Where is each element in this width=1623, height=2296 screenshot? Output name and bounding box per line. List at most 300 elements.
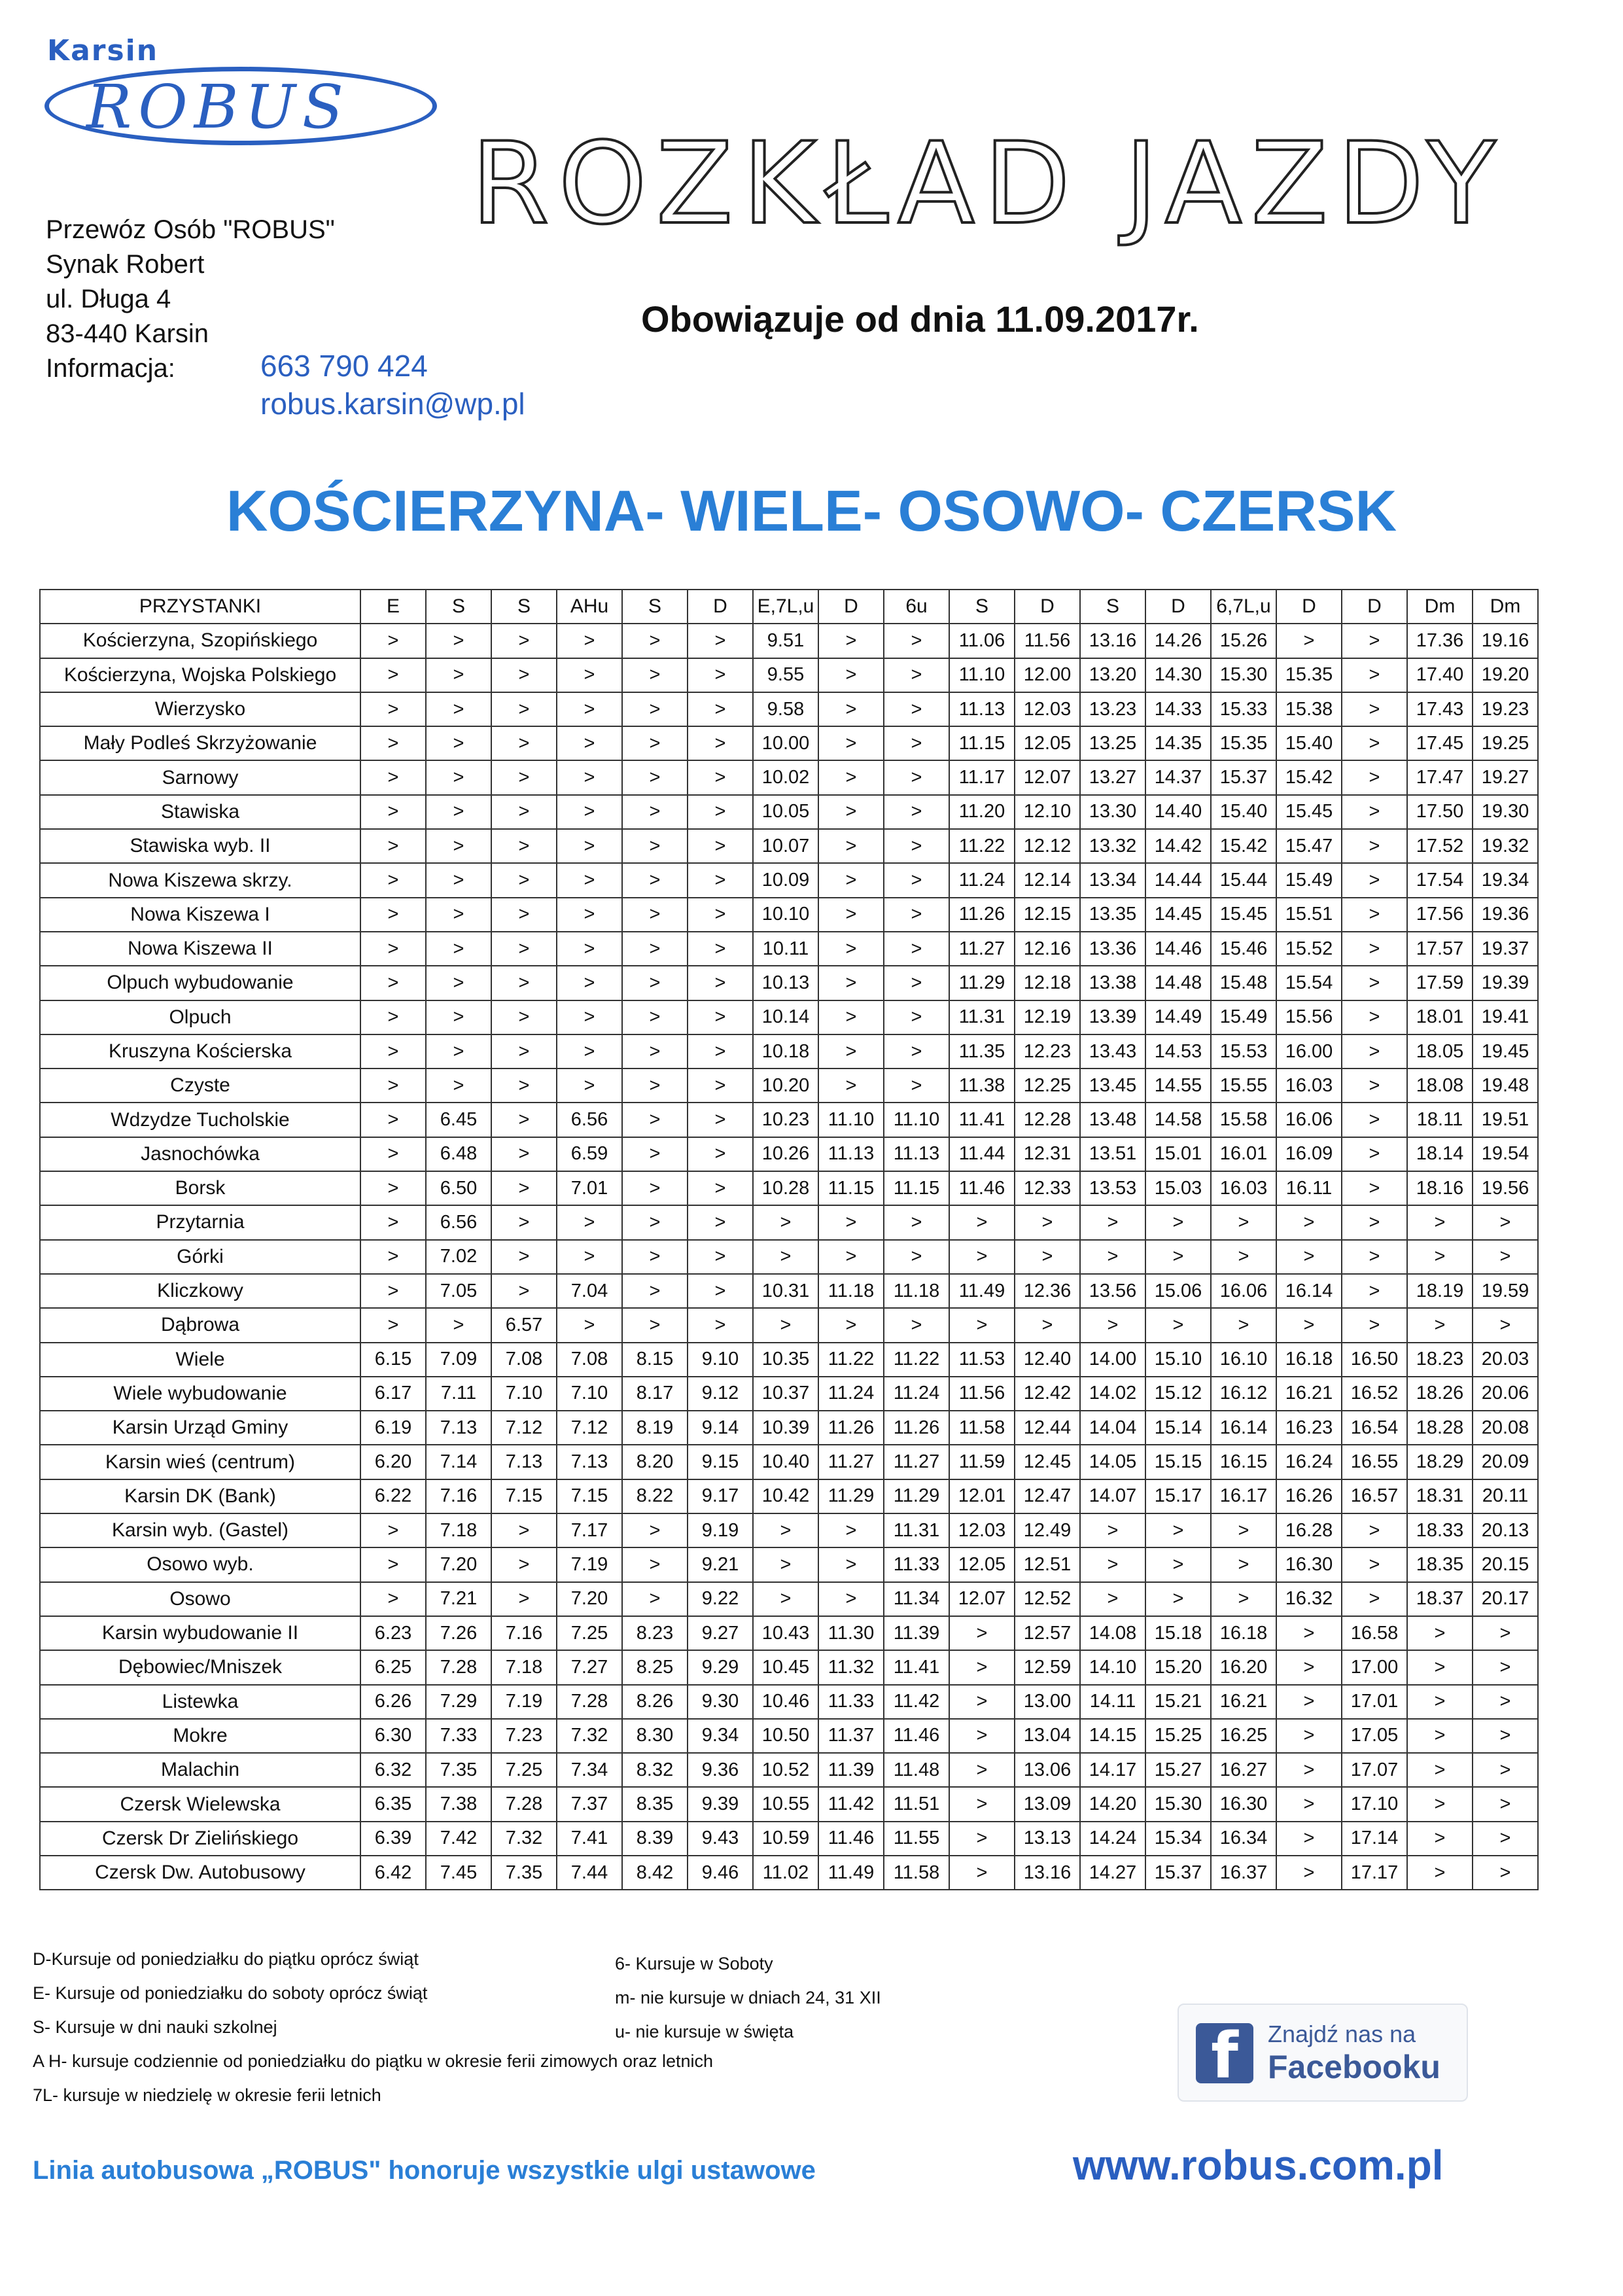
departure-time: 7.12 — [491, 1411, 557, 1445]
departure-time: > — [818, 829, 884, 863]
departure-time: 15.33 — [1211, 692, 1276, 726]
stop-name: Kościerzyna, Wojska Polskiego — [40, 658, 360, 692]
departure-time: > — [1145, 1547, 1211, 1581]
departure-time: 9.19 — [688, 1513, 753, 1547]
departure-time: 7.35 — [491, 1856, 557, 1890]
departure-time: 14.20 — [1080, 1787, 1145, 1821]
departure-time: 10.59 — [753, 1822, 818, 1856]
departure-time: 17.00 — [1342, 1650, 1407, 1684]
departure-time: > — [949, 1787, 1015, 1821]
company-line: Przewóz Osób "ROBUS" — [46, 215, 335, 244]
departure-time: 11.49 — [818, 1856, 884, 1890]
departure-time: 13.27 — [1080, 760, 1145, 794]
table-row — [40, 829, 1538, 863]
departure-time: 7.25 — [557, 1616, 622, 1650]
departure-time: 7.10 — [491, 1377, 557, 1411]
departure-time: > — [1407, 1240, 1473, 1274]
departure-time: 19.54 — [1473, 1137, 1538, 1171]
departure-time: 7.38 — [426, 1787, 491, 1821]
table-row — [40, 1377, 1538, 1411]
departure-time: > — [818, 1205, 884, 1239]
departure-time: 10.31 — [753, 1274, 818, 1308]
legend-item: A H- kursuje codziennie od poniedziałku do piątku w okresie ferii zimowych oraz letnich — [33, 2051, 714, 2071]
departure-time: 7.42 — [426, 1822, 491, 1856]
departure-time: > — [622, 795, 688, 829]
departure-time: 18.35 — [1407, 1547, 1473, 1581]
departure-time: > — [360, 1034, 426, 1069]
departure-time: 7.21 — [426, 1582, 491, 1616]
departure-time: 16.17 — [1211, 1479, 1276, 1513]
table-row — [40, 692, 1538, 726]
departure-time: 8.15 — [622, 1343, 688, 1377]
departure-time: > — [557, 863, 622, 897]
departure-time: > — [818, 932, 884, 966]
departure-time: > — [360, 1171, 426, 1205]
departure-time: > — [1342, 1103, 1407, 1137]
departure-time: 10.55 — [753, 1787, 818, 1821]
departure-time: 15.27 — [1145, 1753, 1211, 1787]
departure-time: 7.20 — [426, 1547, 491, 1581]
departure-time: > — [491, 1171, 557, 1205]
departure-time: 11.15 — [884, 1171, 949, 1205]
course-header: Dm — [1473, 590, 1538, 624]
departure-time: 7.16 — [491, 1616, 557, 1650]
departure-time: > — [688, 863, 753, 897]
departure-time: 16.32 — [1276, 1582, 1342, 1616]
departure-time: > — [884, 932, 949, 966]
departure-time: 15.48 — [1211, 966, 1276, 1000]
departure-time: 14.08 — [1080, 1616, 1145, 1650]
departure-time: > — [753, 1582, 818, 1616]
departure-time: 13.09 — [1015, 1787, 1080, 1821]
stops-header: PRZYSTANKI — [40, 590, 360, 624]
departure-time: > — [884, 829, 949, 863]
departure-time: 19.27 — [1473, 760, 1538, 794]
departure-time: > — [753, 1547, 818, 1581]
stop-name: Jasnochówka — [40, 1137, 360, 1171]
departure-time: 6.56 — [557, 1103, 622, 1137]
departure-time: 11.39 — [884, 1616, 949, 1650]
legend-item: S- Kursuje w dni nauki szkolnej — [33, 2017, 277, 2037]
departure-time: 7.25 — [491, 1753, 557, 1787]
departure-time: 14.37 — [1145, 760, 1211, 794]
departure-time: 14.49 — [1145, 1000, 1211, 1034]
departure-time: 11.32 — [818, 1650, 884, 1684]
departure-time: > — [688, 726, 753, 760]
departure-time: 7.41 — [557, 1822, 622, 1856]
departure-time: 16.28 — [1276, 1513, 1342, 1547]
departure-time: 7.10 — [557, 1377, 622, 1411]
table-row — [40, 1034, 1538, 1069]
stop-name: Wdzydze Tucholskie — [40, 1103, 360, 1137]
stop-name: Przytarnia — [40, 1205, 360, 1239]
departure-time: 6.39 — [360, 1822, 426, 1856]
departure-time: > — [1342, 795, 1407, 829]
departure-time: 10.14 — [753, 1000, 818, 1034]
departure-time: 18.16 — [1407, 1171, 1473, 1205]
departure-time: 16.21 — [1276, 1377, 1342, 1411]
departure-time: 10.50 — [753, 1719, 818, 1753]
departure-time: > — [818, 795, 884, 829]
departure-time: 14.04 — [1080, 1411, 1145, 1445]
departure-time: 11.10 — [949, 658, 1015, 692]
departure-time: 12.05 — [1015, 726, 1080, 760]
departure-time: 16.06 — [1211, 1274, 1276, 1308]
course-header: S — [426, 590, 491, 624]
departure-time: 12.40 — [1015, 1343, 1080, 1377]
departure-time: 18.01 — [1407, 1000, 1473, 1034]
website-link[interactable]: www.robus.com.pl — [1073, 2142, 1444, 2189]
departure-time: 16.03 — [1211, 1171, 1276, 1205]
departure-time: 7.15 — [557, 1479, 622, 1513]
departure-time: > — [884, 863, 949, 897]
departure-time: > — [622, 760, 688, 794]
departure-time: 7.28 — [491, 1787, 557, 1821]
departure-time: 11.20 — [949, 795, 1015, 829]
page-title: ROZKŁAD JAZDY — [471, 118, 1505, 249]
departure-time: 12.19 — [1015, 1000, 1080, 1034]
departure-time: > — [1276, 1240, 1342, 1274]
departure-time: 6.17 — [360, 1377, 426, 1411]
departure-time: > — [949, 1205, 1015, 1239]
departure-time: > — [949, 1240, 1015, 1274]
departure-time: > — [1342, 1171, 1407, 1205]
departure-time: 9.46 — [688, 1856, 753, 1890]
departure-time: 11.06 — [949, 624, 1015, 658]
departure-time: 16.11 — [1276, 1171, 1342, 1205]
departure-time: 16.14 — [1276, 1274, 1342, 1308]
departure-time: 6.22 — [360, 1479, 426, 1513]
departure-time: 7.13 — [491, 1445, 557, 1479]
course-header: D — [818, 590, 884, 624]
table-row — [40, 1616, 1538, 1650]
departure-time: 11.41 — [949, 1103, 1015, 1137]
departure-time: > — [1211, 1547, 1276, 1581]
departure-time: 15.01 — [1145, 1137, 1211, 1171]
departure-time: > — [622, 658, 688, 692]
stop-name: Kościerzyna, Szopińskiego — [40, 624, 360, 658]
course-header: S — [622, 590, 688, 624]
departure-time: 18.26 — [1407, 1377, 1473, 1411]
departure-time: 14.30 — [1145, 658, 1211, 692]
departure-time: > — [1342, 1308, 1407, 1342]
departure-time: 19.23 — [1473, 692, 1538, 726]
departure-time: 9.43 — [688, 1822, 753, 1856]
departure-time: > — [426, 692, 491, 726]
table-row — [40, 1274, 1538, 1308]
departure-time: 7.14 — [426, 1445, 491, 1479]
departure-time: 13.16 — [1015, 1856, 1080, 1890]
departure-time: 11.22 — [818, 1343, 884, 1377]
departure-time: 7.27 — [557, 1650, 622, 1684]
departure-time: 8.32 — [622, 1753, 688, 1787]
departure-time: > — [884, 1069, 949, 1103]
departure-time: 12.18 — [1015, 966, 1080, 1000]
course-header: AHu — [557, 590, 622, 624]
departure-time: 11.46 — [884, 1719, 949, 1753]
departure-time: > — [1473, 1685, 1538, 1719]
departure-time: 16.30 — [1211, 1787, 1276, 1821]
stop-name: Czyste — [40, 1069, 360, 1103]
departure-time: 14.55 — [1145, 1069, 1211, 1103]
departure-time: > — [426, 863, 491, 897]
course-header: 6,7L,u — [1211, 590, 1276, 624]
table-row — [40, 1240, 1538, 1274]
departure-time: > — [884, 760, 949, 794]
departure-time: 10.18 — [753, 1034, 818, 1069]
departure-time: 9.27 — [688, 1616, 753, 1650]
departure-time: 15.35 — [1211, 726, 1276, 760]
departure-time: > — [622, 1547, 688, 1581]
departure-time: > — [1145, 1205, 1211, 1239]
departure-time: 17.43 — [1407, 692, 1473, 726]
stop-name: Karsin Urząd Gminy — [40, 1411, 360, 1445]
departure-time: 8.22 — [622, 1479, 688, 1513]
departure-time: > — [622, 726, 688, 760]
departure-time: > — [1342, 726, 1407, 760]
departure-time: 9.36 — [688, 1753, 753, 1787]
departure-time: > — [360, 1103, 426, 1137]
table-row — [40, 1685, 1538, 1719]
departure-time: > — [949, 1685, 1015, 1719]
departure-time: > — [622, 898, 688, 932]
facebook-badge[interactable] — [1178, 2004, 1468, 2102]
departure-time: > — [426, 932, 491, 966]
departure-time: > — [1407, 1650, 1473, 1684]
departure-time: > — [426, 760, 491, 794]
departure-time: > — [622, 1137, 688, 1171]
departure-time: 14.27 — [1080, 1856, 1145, 1890]
departure-time: > — [360, 1274, 426, 1308]
departure-time: > — [884, 692, 949, 726]
departure-time: > — [1407, 1787, 1473, 1821]
departure-time: > — [491, 1103, 557, 1137]
departure-time: 10.09 — [753, 863, 818, 897]
facebook-line2: Facebooku — [1268, 2049, 1440, 2085]
table-row — [40, 1547, 1538, 1581]
stop-name: Czersk Dw. Autobusowy — [40, 1856, 360, 1890]
departure-time: 14.10 — [1080, 1650, 1145, 1684]
departure-time: 12.33 — [1015, 1171, 1080, 1205]
departure-time: > — [491, 726, 557, 760]
departure-time: 18.28 — [1407, 1411, 1473, 1445]
stop-name: Stawiska wyb. II — [40, 829, 360, 863]
departure-time: 12.01 — [949, 1479, 1015, 1513]
timetable — [39, 589, 1539, 1890]
departure-time: > — [884, 1308, 949, 1342]
departure-time: 19.16 — [1473, 624, 1538, 658]
departure-time: > — [1473, 1240, 1538, 1274]
departure-time: > — [622, 1582, 688, 1616]
departure-time: > — [360, 1000, 426, 1034]
departure-time: > — [1211, 1240, 1276, 1274]
departure-time: > — [360, 624, 426, 658]
departure-time: > — [949, 1753, 1015, 1787]
departure-time: 19.39 — [1473, 966, 1538, 1000]
departure-time: > — [1080, 1308, 1145, 1342]
departure-time: > — [557, 624, 622, 658]
departure-time: 11.49 — [949, 1274, 1015, 1308]
departure-time: > — [622, 624, 688, 658]
departure-time: > — [491, 1513, 557, 1547]
departure-time: 10.13 — [753, 966, 818, 1000]
departure-time: 15.34 — [1145, 1822, 1211, 1856]
course-header: 6u — [884, 590, 949, 624]
departure-time: > — [949, 1616, 1015, 1650]
table-row — [40, 932, 1538, 966]
departure-time: > — [426, 1000, 491, 1034]
departure-time: 16.09 — [1276, 1137, 1342, 1171]
legend-item: u- nie kursuje w święta — [615, 2022, 794, 2041]
departure-time: 11.22 — [949, 829, 1015, 863]
departure-time: > — [1342, 1034, 1407, 1069]
departure-time: > — [491, 1582, 557, 1616]
departure-time: > — [426, 829, 491, 863]
departure-time: 11.53 — [949, 1343, 1015, 1377]
departure-time: 7.17 — [557, 1513, 622, 1547]
departure-time: > — [1407, 1308, 1473, 1342]
departure-time: 15.38 — [1276, 692, 1342, 726]
departure-time: 11.35 — [949, 1034, 1015, 1069]
departure-time: 15.42 — [1211, 829, 1276, 863]
departure-time: > — [1342, 624, 1407, 658]
departure-time: 16.58 — [1342, 1616, 1407, 1650]
table-row — [40, 1000, 1538, 1034]
departure-time: > — [1276, 1685, 1342, 1719]
departure-time: 12.25 — [1015, 1069, 1080, 1103]
departure-time: 11.17 — [949, 760, 1015, 794]
departure-time: > — [1342, 932, 1407, 966]
departure-time: 11.29 — [884, 1479, 949, 1513]
departure-time: 13.16 — [1080, 624, 1145, 658]
departure-time: 15.17 — [1145, 1479, 1211, 1513]
departure-time: > — [622, 1000, 688, 1034]
departure-time: > — [688, 829, 753, 863]
departure-time: > — [360, 1513, 426, 1547]
departure-time: 18.19 — [1407, 1274, 1473, 1308]
departure-time: > — [1276, 1308, 1342, 1342]
departure-time: 6.20 — [360, 1445, 426, 1479]
departure-time: 12.10 — [1015, 795, 1080, 829]
departure-time: > — [1342, 966, 1407, 1000]
departure-time: 15.53 — [1211, 1034, 1276, 1069]
departure-time: 15.45 — [1276, 795, 1342, 829]
table-row — [40, 658, 1538, 692]
departure-time: 20.15 — [1473, 1547, 1538, 1581]
departure-time: 17.14 — [1342, 1822, 1407, 1856]
departure-time: > — [360, 863, 426, 897]
departure-time: > — [1015, 1205, 1080, 1239]
departure-time: 11.22 — [884, 1343, 949, 1377]
departure-time: > — [1211, 1513, 1276, 1547]
departure-time: > — [426, 726, 491, 760]
departure-time: > — [1473, 1616, 1538, 1650]
departure-time: 15.30 — [1211, 658, 1276, 692]
departure-time: 17.07 — [1342, 1753, 1407, 1787]
departure-time: 15.44 — [1211, 863, 1276, 897]
departure-time: > — [491, 624, 557, 658]
departure-time: 15.21 — [1145, 1685, 1211, 1719]
departure-time: > — [1276, 1616, 1342, 1650]
departure-time: 19.48 — [1473, 1069, 1538, 1103]
departure-time: > — [1473, 1205, 1538, 1239]
departure-time: 13.34 — [1080, 863, 1145, 897]
departure-time: > — [688, 898, 753, 932]
departure-time: 7.04 — [557, 1274, 622, 1308]
course-header: Dm — [1407, 590, 1473, 624]
departure-time: 16.18 — [1211, 1616, 1276, 1650]
departure-time: 11.33 — [884, 1547, 949, 1581]
departure-time: 16.26 — [1276, 1479, 1342, 1513]
departure-time: 16.15 — [1211, 1445, 1276, 1479]
departure-time: > — [557, 726, 622, 760]
stop-name: Karsin wybudowanie II — [40, 1616, 360, 1650]
departure-time: 17.52 — [1407, 829, 1473, 863]
departure-time: > — [1473, 1856, 1538, 1890]
stop-name: Listewka — [40, 1685, 360, 1719]
departure-time: > — [949, 1822, 1015, 1856]
departure-time: 8.25 — [622, 1650, 688, 1684]
table-row — [40, 1445, 1538, 1479]
departure-time: > — [1407, 1856, 1473, 1890]
departure-time: > — [557, 1205, 622, 1239]
course-header: S — [1080, 590, 1145, 624]
departure-time: > — [753, 1205, 818, 1239]
departure-time: 17.54 — [1407, 863, 1473, 897]
departure-time: > — [1015, 1240, 1080, 1274]
course-header: E,7L,u — [753, 590, 818, 624]
departure-time: 14.00 — [1080, 1343, 1145, 1377]
departure-time: 8.17 — [622, 1377, 688, 1411]
departure-time: 15.15 — [1145, 1445, 1211, 1479]
departure-time: 10.39 — [753, 1411, 818, 1445]
departure-time: > — [557, 795, 622, 829]
departure-time: > — [622, 829, 688, 863]
departure-time: 11.18 — [884, 1274, 949, 1308]
departure-time: 9.58 — [753, 692, 818, 726]
departure-time: 18.29 — [1407, 1445, 1473, 1479]
departure-time: 18.33 — [1407, 1513, 1473, 1547]
legend-left — [33, 1942, 713, 2112]
departure-time: 11.13 — [884, 1137, 949, 1171]
departure-time: 12.12 — [1015, 829, 1080, 863]
departure-time: 15.56 — [1276, 1000, 1342, 1034]
departure-time: 12.51 — [1015, 1547, 1080, 1581]
departure-time: 9.55 — [753, 658, 818, 692]
departure-time: > — [688, 1137, 753, 1171]
departure-time: > — [426, 898, 491, 932]
legend-item: 7L- kursuje w niedzielę w okresie ferii letnich — [33, 2085, 381, 2105]
departure-time: > — [360, 1137, 426, 1171]
departure-time: > — [557, 966, 622, 1000]
departure-time: 15.42 — [1276, 760, 1342, 794]
departure-time: > — [491, 692, 557, 726]
departure-time: 11.56 — [1015, 624, 1080, 658]
departure-time: 10.43 — [753, 1616, 818, 1650]
departure-time: 9.51 — [753, 624, 818, 658]
departure-time: 19.45 — [1473, 1034, 1538, 1069]
departure-time: > — [688, 1103, 753, 1137]
departure-time: 16.01 — [1211, 1137, 1276, 1171]
departure-time: 11.29 — [818, 1479, 884, 1513]
departure-time: 11.31 — [884, 1513, 949, 1547]
departure-time: > — [884, 966, 949, 1000]
departure-time: 16.50 — [1342, 1343, 1407, 1377]
departure-time: 15.54 — [1276, 966, 1342, 1000]
departure-time: 11.48 — [884, 1753, 949, 1787]
departure-time: 16.52 — [1342, 1377, 1407, 1411]
departure-time: > — [1407, 1616, 1473, 1650]
